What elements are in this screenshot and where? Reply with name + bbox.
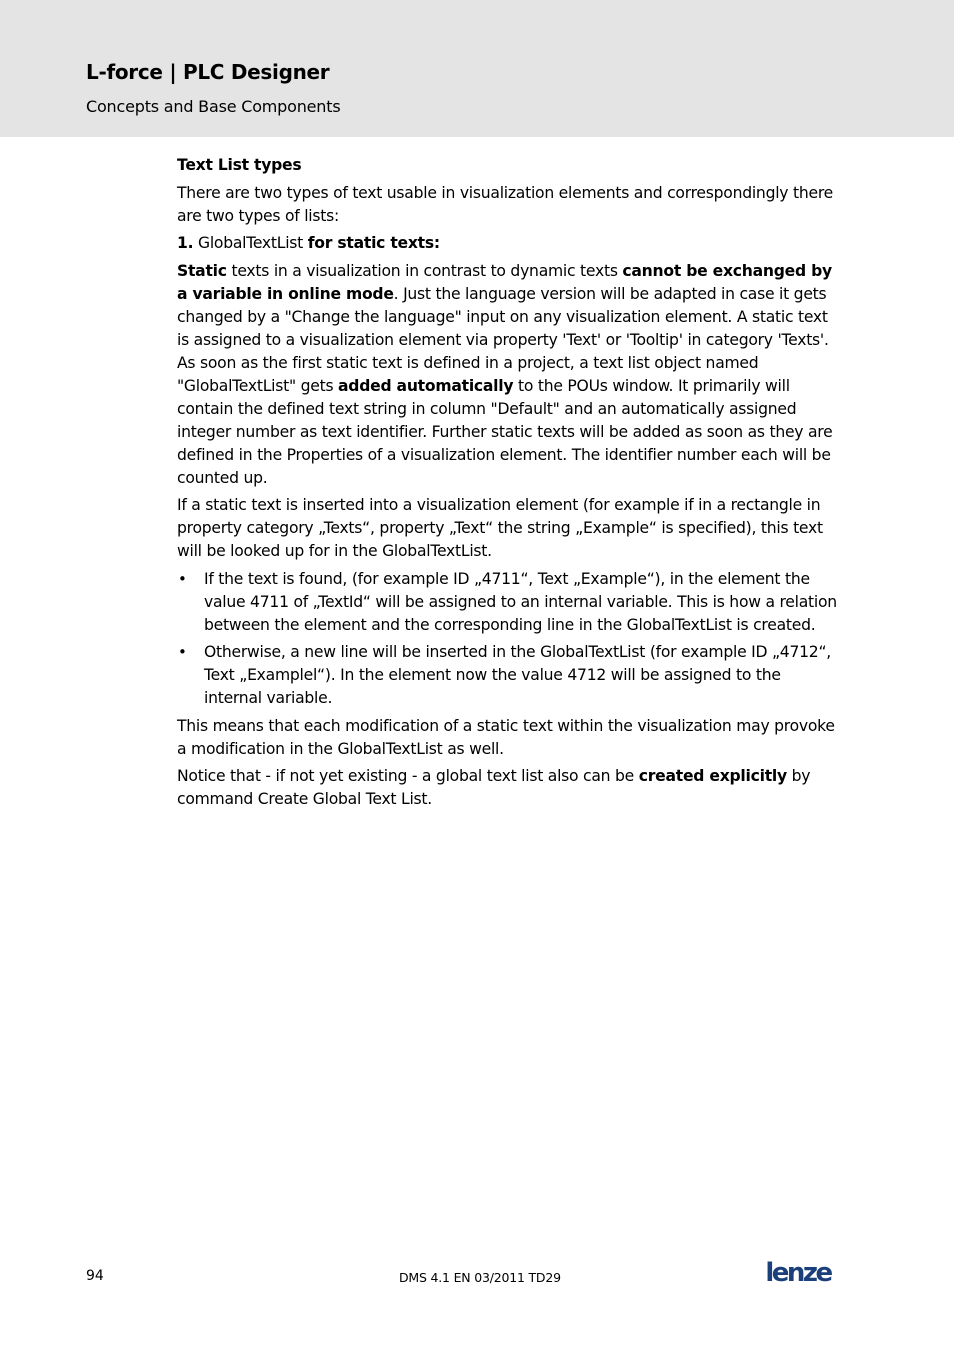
list-type-heading xyxy=(177,232,842,255)
bold-static: Static xyxy=(177,261,227,280)
main-content xyxy=(177,154,842,816)
bold-created-explicitly: created explicitly xyxy=(638,767,787,785)
bullet-icon: • xyxy=(178,643,187,661)
text-span: . Just the language version will be adapted in case it gets changed by a "Change the language" input on any visualization element. A static text is assigned to a visualization element via property 'Text' or 'Tooltip' in category 'Texts'. As soon as the first static text is defined in a project, a text list object named "GlobalTextList" gets xyxy=(177,284,829,395)
lenze-logo-text: lenze xyxy=(765,1258,831,1286)
text-span: texts in a visualization in contrast to dynamic texts xyxy=(226,261,623,280)
bullet-list xyxy=(177,568,842,711)
bold-cannot-exchange: cannot be exchanged by a variable in online mode xyxy=(177,261,832,303)
static-text-paragraph xyxy=(177,260,842,490)
intro-paragraph: There are two types of text usable in visualization elements and correspondingly there are two types of lists: xyxy=(177,183,833,225)
list-type-purpose: for static texts: xyxy=(307,234,440,252)
text-span: by command Create Global Text List. xyxy=(177,767,811,808)
list-item xyxy=(177,568,842,637)
page-header xyxy=(0,0,954,137)
page-number: 94 xyxy=(86,1268,104,1284)
text-span: to the POUs window. It primarily will contain the defined text string in column "Default" and an automatically assigned integer number as text identifier. Further static texts will be added as soon as they are defined in the Properties of a visualization element. The identifier number each will be counted up. xyxy=(177,376,833,487)
list-number: 1. xyxy=(177,234,194,252)
text-span: Notice that - if not yet existing - a global text list also can be xyxy=(177,767,639,785)
section-title: Text List types xyxy=(177,156,302,174)
document-id: DMS 4.1 EN 03/2011 TD29 xyxy=(399,1270,561,1285)
insertion-paragraph: If a static text is inserted into a visualization element (for example if in a rectangle in property category „Texts“, property „Text“ the string „Example“ is specified), this text will be looked up for in the GlobalTextList. xyxy=(177,496,823,560)
bold-added-automatically: added automatically xyxy=(338,376,514,395)
lenze-logo xyxy=(758,1258,838,1286)
document-title: L-force | PLC Designer xyxy=(86,60,330,84)
document-subtitle: Concepts and Base Components xyxy=(86,97,341,116)
notice-paragraph xyxy=(177,765,842,811)
list-type-name: GlobalTextList xyxy=(193,234,308,252)
modification-paragraph: This means that each modification of a static text within the visualization may provoke a modification in the GlobalTextList as well. xyxy=(177,716,835,758)
bullet-text: Otherwise, a new line will be inserted in the GlobalTextList (for example ID „4712“, Text „Examplel“). In the element now the value 4712 will be assigned to the internal variable. xyxy=(204,643,831,707)
list-item xyxy=(177,641,842,710)
bullet-icon: • xyxy=(178,569,187,588)
bullet-text: If the text is found, (for example ID „4711“, Text „Example“), in the element the value 4711 of „TextId“ will be assigned to an internal variable. This is how a relation between the element and the corresponding line in the GlobalTextList is created. xyxy=(204,569,837,634)
